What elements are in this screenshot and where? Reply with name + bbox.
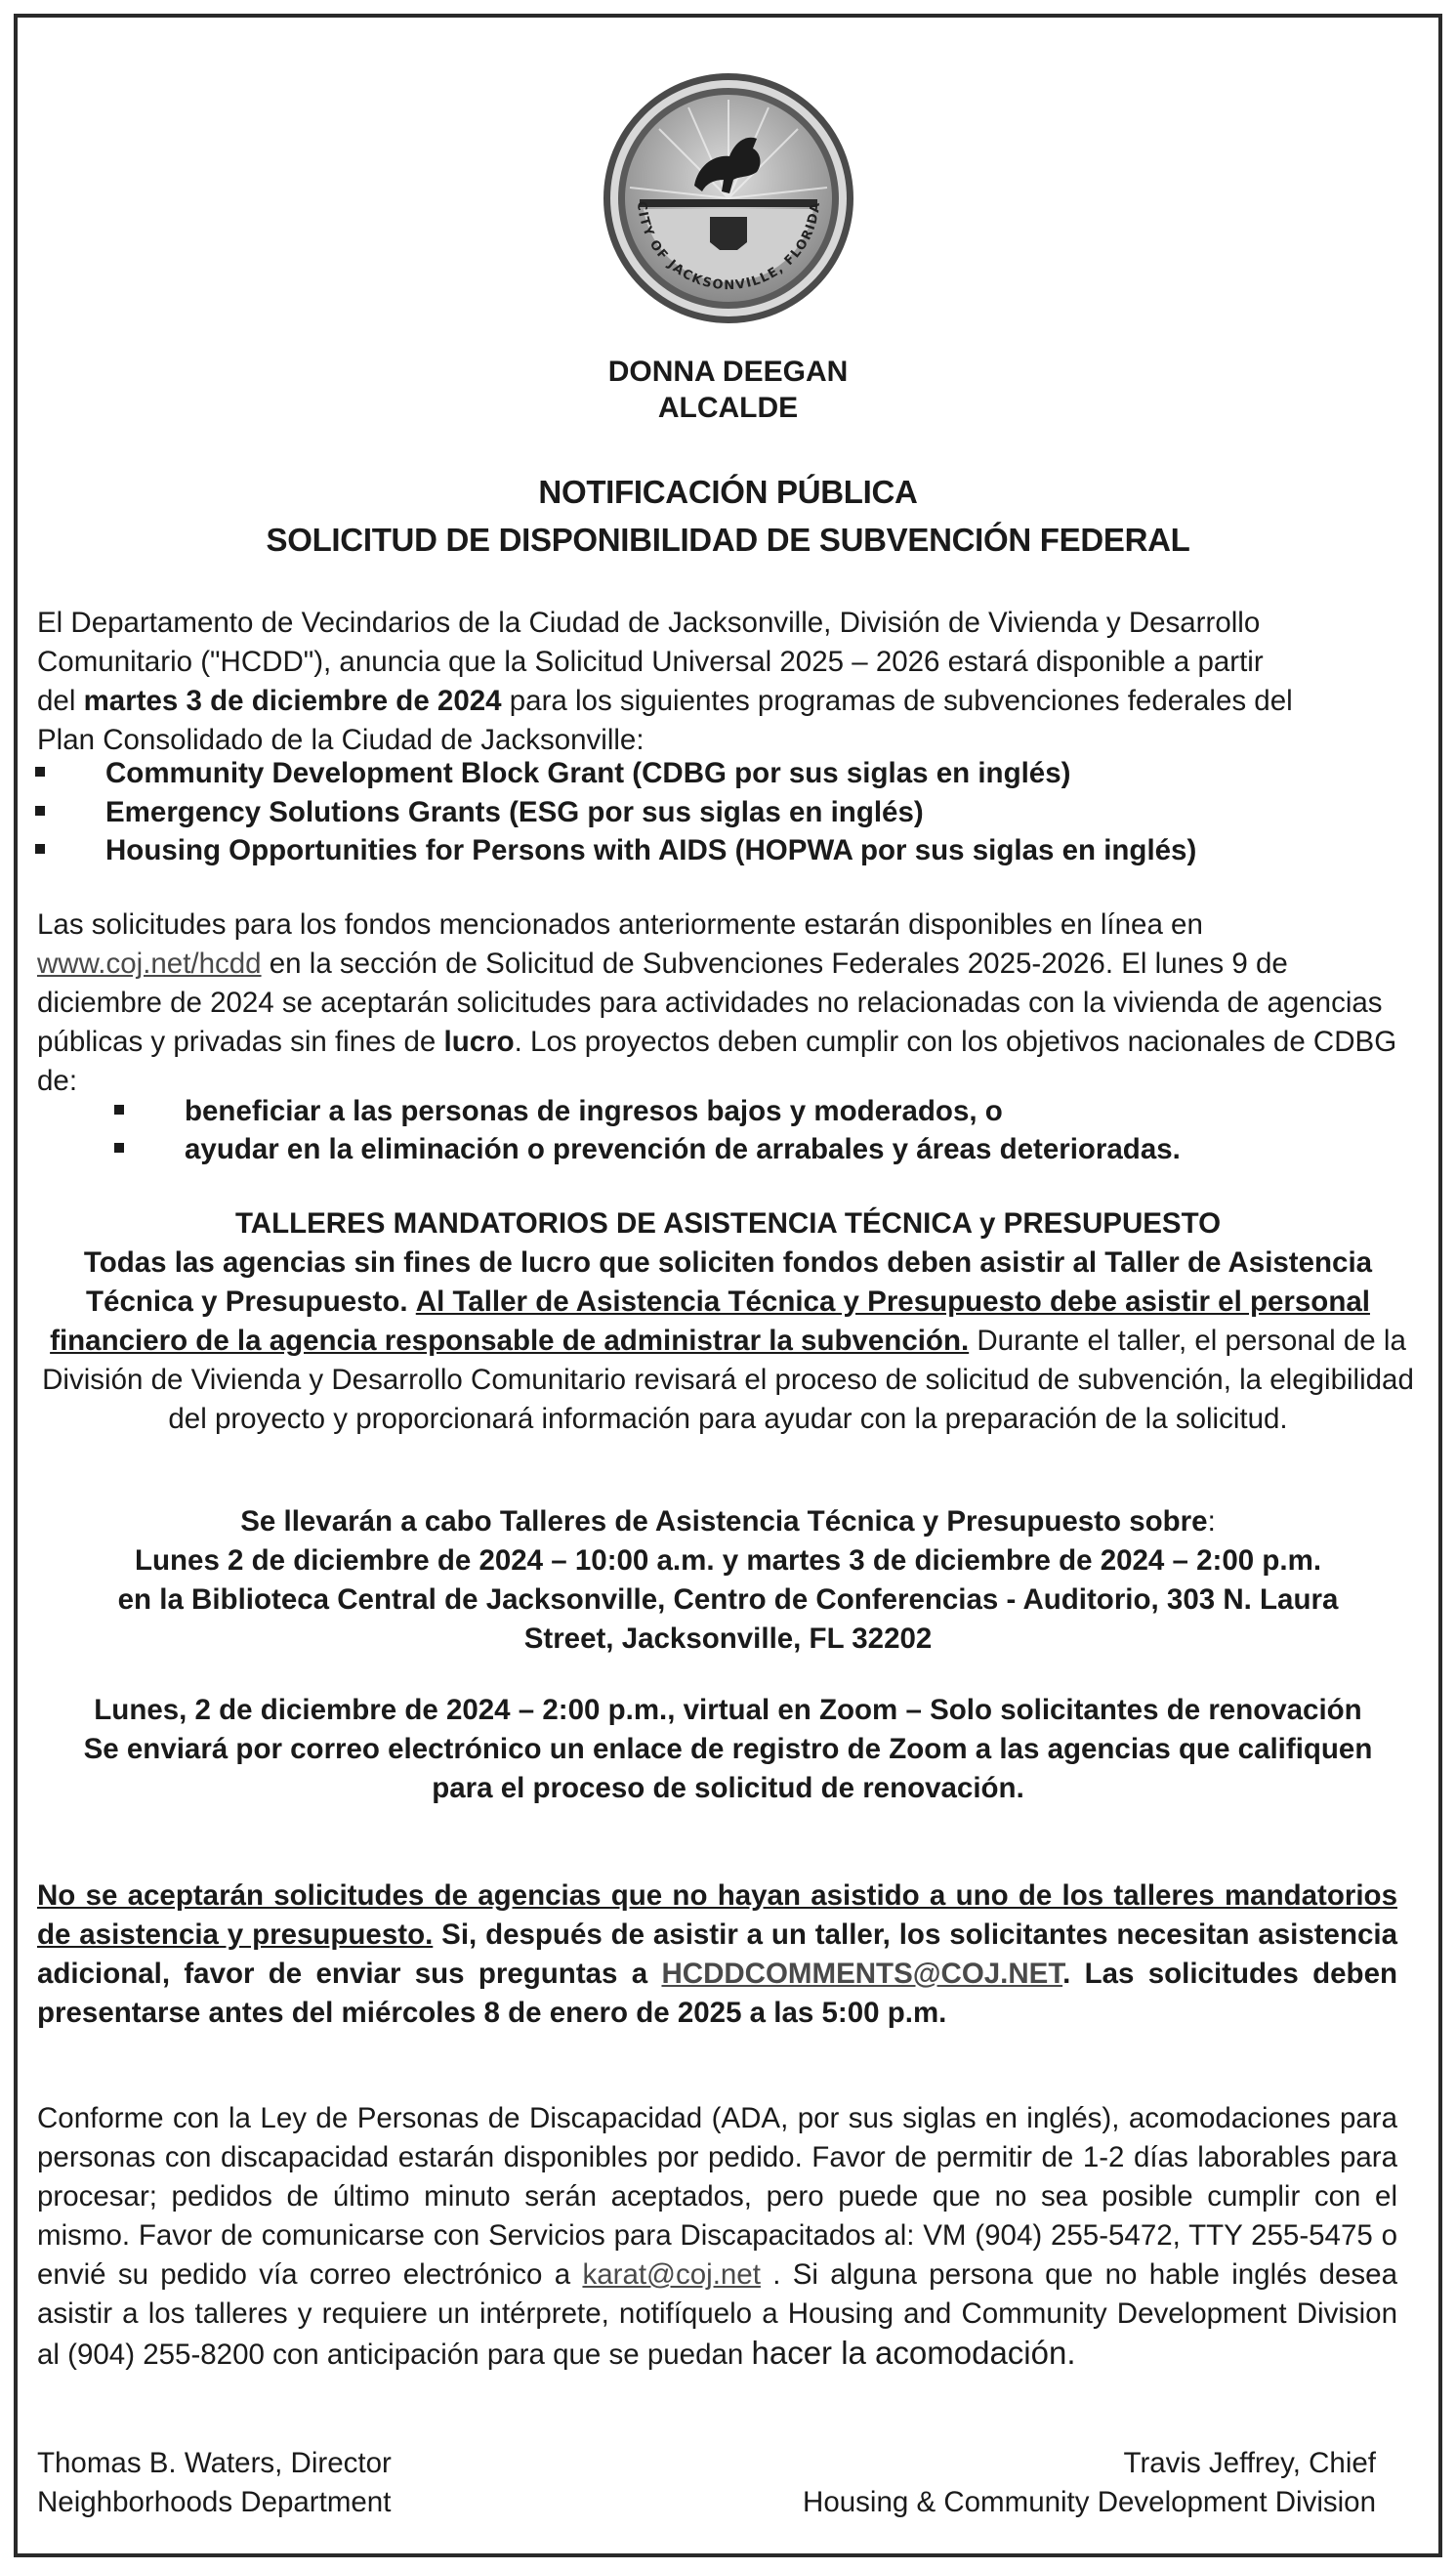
intro-text-2: para los siguientes programas de subvenciones federales del Plan Consolidado de la Ciudad de Jacksonville: bbox=[37, 685, 1293, 756]
signature-left-dept: Neighborhoods Department bbox=[37, 2486, 392, 2518]
ada-paragraph bbox=[37, 2099, 1397, 2375]
applications-text-1: Las solicitudes para los fondos mencionados anteriormente estarán disponibles en línea en bbox=[37, 908, 1203, 941]
deadline-text-1: Si, después de asistir a un taller, los solicitantes necesitan asistencia adicional, favor de enviar sus preguntas a bbox=[37, 1918, 1397, 1990]
hcdd-website-link[interactable]: www.coj.net/hcdd bbox=[37, 948, 262, 980]
applications-text-2: en la sección de Solicitud de Subvenciones Federales 2025-2026. El lunes 9 de diciembre de 2024 se aceptarán solicitudes para actividades no relacionadas con la vivienda de agencias públicas y privadas sin fines de bbox=[37, 948, 1383, 1058]
schedule-intro: Se llevarán a cabo Talleres de Asistencia Técnica y Presupuesto sobre bbox=[240, 1505, 1208, 1538]
signature-left bbox=[37, 2444, 392, 2522]
virtual-session: Lunes, 2 de diciembre de 2024 – 2:00 p.m., virtual en Zoom – Solo solicitantes de renovación bbox=[94, 1694, 1362, 1726]
bullet-square-icon bbox=[114, 1143, 124, 1153]
signature-right-name: Travis Jeffrey, Chief bbox=[1123, 2447, 1376, 2479]
deadline-text-2: . Las solicitudes deben presentarse antes del miércoles 8 de enero de 2025 a las 5:00 p.m. bbox=[37, 1958, 1397, 2029]
ada-text-3: hacer la acomodación. bbox=[751, 2335, 1076, 2371]
objective-label: beneficiar a las personas de ingresos bajos y moderados, o bbox=[185, 1095, 1003, 1127]
applications-paragraph bbox=[37, 906, 1412, 1101]
signature-right-dept: Housing & Community Development Division bbox=[803, 2486, 1376, 2518]
workshops-heading: TALLERES MANDATORIOS DE ASISTENCIA TÉCNICA y PRESUPUESTO bbox=[234, 1207, 1222, 1240]
objective-item-slums bbox=[114, 1130, 1384, 1169]
virtual-section bbox=[59, 1691, 1397, 1808]
program-item-hopwa bbox=[35, 831, 1422, 870]
notice-heading bbox=[0, 468, 1456, 564]
mayor-title: ALCALDE bbox=[657, 392, 799, 424]
program-item-esg bbox=[35, 793, 1402, 832]
seal-text: CITY OF JACKSONVILLE, FLORIDA bbox=[633, 200, 824, 294]
deadline-underlined: No se aceptarán solicitudes de agencias que no hayan asistido a uno de los talleres mandatorios de asistencia y presupuesto. bbox=[37, 1879, 1397, 1951]
program-label: Emergency Solutions Grants (ESG por sus siglas en inglés) bbox=[105, 796, 924, 828]
schedule-dates: Lunes 2 de diciembre de 2024 – 10:00 a.m. y martes 3 de diciembre de 2024 – 2:00 p.m. bbox=[134, 1544, 1322, 1577]
ada-text-2: . Si alguna persona que no hable inglés desea asistir a los talleres y requiere un intérprete, notifíquelo a Housing and Community Development Division al (904) 255-8200 con anticipación para que se puedan bbox=[37, 2258, 1397, 2371]
program-label: Community Development Block Grant (CDBG por sus siglas en inglés) bbox=[105, 757, 1071, 789]
intro-text-1: El Departamento de Vecindarios de la Ciudad de Jacksonville, División de Vivienda y Desarrollo Comunitario ("HCDD"), anuncia que la Solicitud Universal 2025 – 2026 estará disponible a partir del bbox=[37, 607, 1264, 717]
availability-date: martes 3 de diciembre de 2024 bbox=[83, 685, 502, 717]
mayor-block bbox=[0, 354, 1456, 426]
program-label: Housing Opportunities for Persons with AIDS (HOPWA por sus siglas en inglés) bbox=[105, 834, 1197, 866]
applications-bold-word: lucro bbox=[443, 1026, 515, 1058]
workshops-bold-text: Todas las agencias sin fines de lucro que soliciten fondos deben asistir al Taller de Asistencia Técnica y Presupuesto. bbox=[83, 1246, 1373, 1318]
ada-text-1: Conforme con la Ley de Personas de Discapacidad (ADA, por sus siglas en inglés), acomodaciones para personas con discapacidad estarán disponibles por pedido. Favor de permitir de 1-2 días laborables para procesar; pedidos de último minuto serán aceptados, pero puede que no sea posible cumplir con el mismo. Favor de comunicarse con Servicios para Discapacitados al: VM (904) 255-5472, TTY 255-5475 o envié su pedido vía correo electrónico a bbox=[37, 2102, 1397, 2291]
schedule-intro-colon: : bbox=[1207, 1505, 1216, 1538]
schedule-location: en la Biblioteca Central de Jacksonville, Centro de Conferencias - Auditorio, 303 N. Laura Street, Jacksonville, FL 32202 bbox=[117, 1583, 1339, 1655]
signature-left-name: Thomas B. Waters, Director bbox=[37, 2447, 392, 2479]
deadline-paragraph bbox=[37, 1876, 1397, 2033]
zoom-note: Se enviará por correo electrónico un enlace de registro de Zoom a las agencias que califiquen para el proceso de solicitud de renovación. bbox=[83, 1733, 1373, 1804]
hcdd-comments-email-link[interactable]: HCDDCOMMENTS@COJ.NET bbox=[661, 1958, 1063, 1990]
objective-label: ayudar en la eliminación o prevención de arrabales y áreas deterioradas. bbox=[185, 1133, 1181, 1165]
workshops-section bbox=[39, 1204, 1417, 1439]
bullet-square-icon bbox=[114, 1105, 124, 1115]
objective-item-low-income bbox=[114, 1092, 1384, 1131]
bullet-square-icon bbox=[35, 806, 45, 816]
notice-title: NOTIFICACIÓN PÚBLICA bbox=[538, 474, 918, 510]
program-item-cdbg bbox=[35, 754, 1402, 793]
signature-right bbox=[803, 2444, 1376, 2522]
applications-text-3: . Los proyectos deben cumplir con los objetivos nacionales de CDBG de: bbox=[37, 1026, 1397, 1097]
karat-email-link[interactable]: karat@coj.net bbox=[582, 2258, 761, 2291]
city-seal bbox=[601, 70, 856, 326]
bullet-square-icon bbox=[35, 767, 45, 777]
notice-subtitle: SOLICITUD DE DISPONIBILIDAD DE SUBVENCIÓN FEDERAL bbox=[266, 522, 1190, 558]
mayor-name: DONNA DEEGAN bbox=[607, 356, 849, 388]
bullet-square-icon bbox=[35, 844, 45, 854]
workshops-normal-text: Durante el taller, el personal de la División de Vivienda y Desarrollo Comunitario revisará el proceso de solicitud de subvención, la elegibilidad del proyecto y proporcionará información para ayudar con la preparación de la solicitud. bbox=[42, 1325, 1414, 1435]
intro-paragraph bbox=[37, 604, 1297, 760]
schedule-section bbox=[39, 1502, 1417, 1659]
workshops-underlined-text: Al Taller de Asistencia Técnica y Presupuesto debe asistir el personal financiero de la agencia responsable de administrar la subvención. bbox=[50, 1286, 1370, 1357]
